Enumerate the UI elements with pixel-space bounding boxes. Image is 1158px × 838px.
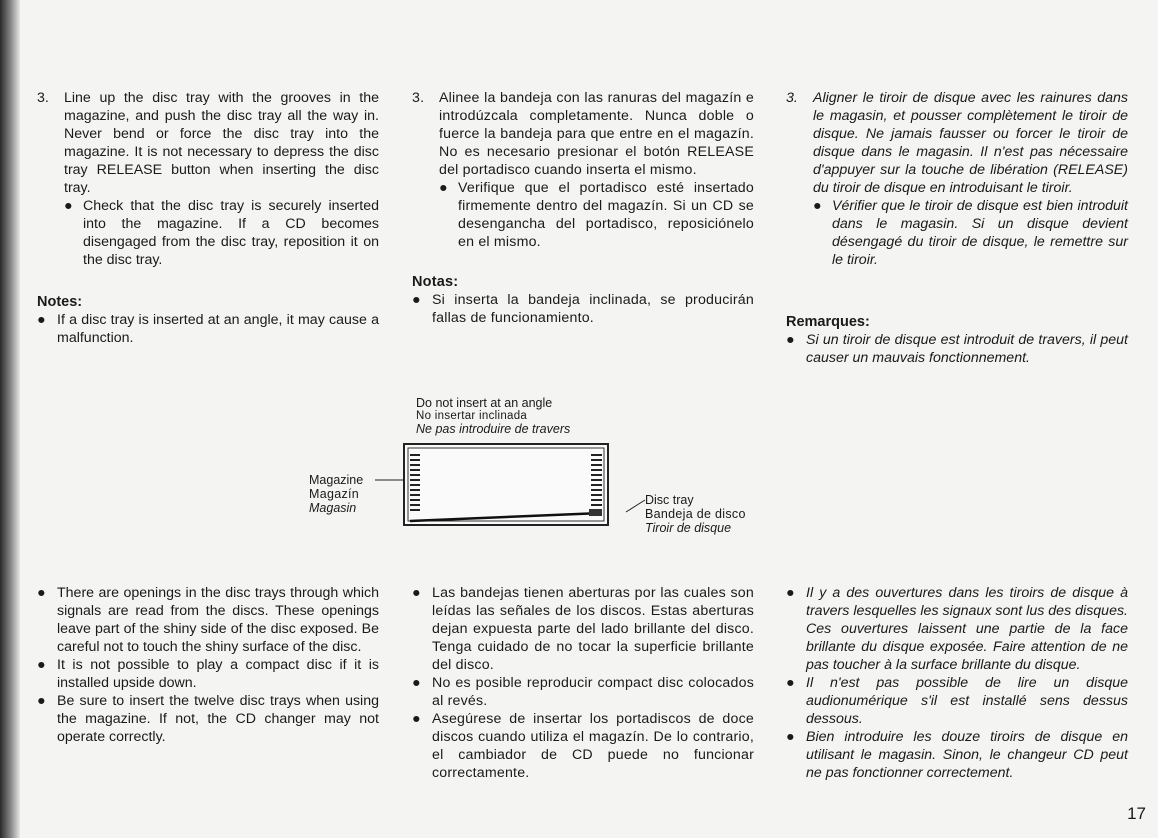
page-binding-edge — [0, 0, 20, 838]
bullet-icon: ● — [439, 180, 448, 196]
list-item: ● It is not possible to play a compact disc if it is installed upside down. — [37, 657, 379, 691]
disc-tray-label: Disc tray Bandeja de disco Tiroir de disque — [645, 493, 746, 535]
spanish-column — [412, 89, 754, 327]
bullet-icon: ● — [412, 675, 421, 691]
list-item: ● Bien introduire les douze tiroirs de disque en utilisant le magasin. Sinon, le changeur CD peut ne pas fonctionner correctement. — [786, 729, 1128, 781]
step-3-bullet-fr: ● Vérifier que le tiroir de disque est bien introduit dans le magasin. Si un disque devient désengagé du tiroir de disque, le remettre sur le tiroir. — [813, 198, 1128, 268]
list-item: ● No es posible reproducir compact disc colocados al revés. — [412, 675, 754, 709]
bullet-icon: ● — [786, 585, 795, 601]
step-3-en: 3. Line up the disc tray with the grooves in the magazine, and push the disc tray all the way in. Never bend or force the disc tray into the magazine. It is not necessary to depress the disc tray RELEASE button when inserting the disc tray. — [37, 90, 379, 196]
english-bottom-list — [37, 584, 379, 746]
bullet-icon: ● — [786, 332, 795, 348]
bullet-icon: ● — [37, 657, 46, 673]
bullet-icon: ● — [37, 693, 46, 709]
list-item: ● Be sure to insert the twelve disc trays when using the magazine. If not, the CD changer may not operate correctly. — [37, 693, 379, 745]
step-3-bullet-en: ● Check that the disc tray is securely inserted into the magazine. If a CD becomes disengaged from the disc tray, reposition it on the disc tray. — [64, 198, 379, 268]
bullet-icon: ● — [37, 585, 46, 601]
bullet-icon: ● — [786, 675, 795, 691]
step-3-text: Line up the disc tray with the grooves in the magazine, and push the disc tray all the way in. Never bend or force the disc tray into the magazine. It is not necessary to depress the disc tray RELEASE button when inserting the disc tray. — [64, 90, 379, 196]
page-number: 17 — [1127, 804, 1146, 823]
list-item: ● Il n'est pas possible de lire un disque audionumérique s'il est installé sens dessus dessous. — [786, 675, 1128, 727]
list-item: ● Las bandejas tienen aberturas por las cuales son leídas las señales de los discos. Estas aberturas dejan expuesta parte del lado brillante del disco. Tenga cuidado de no tocar la superficie brillante del disco. — [412, 585, 754, 673]
caption-en: Do not insert at an angle — [416, 396, 553, 410]
list-item: ● Asegúrese de insertar los portadiscos de doce discos cuando utiliza el magazín. De lo contrario, el cambiador de CD puede no funcionar correctamente. — [412, 711, 754, 781]
list-item: ● There are openings in the disc trays through which signals are read from the discs. These openings leave part of the shiny side of the disc exposed. Be careful not to touch the shiny surface of the disc. — [37, 585, 379, 655]
step-3-fr: 3. Aligner le tiroir de disque avec les rainures dans le magasin, et pousser complètement le tiroir de disque. Ne jamais fausser ou forcer le tiroir de disque dans le magasin. Il n'est pas nécessaire d'appuyer sur la touche de libération (RELEASE) du tiroir de disque en introduisant le tiroir. — [786, 90, 1128, 196]
note-item-fr: ● Si un tiroir de disque est introduit de travers, il peut causer un mauvais fonctionnement. — [786, 332, 1128, 366]
bullet-icon: ● — [37, 312, 46, 328]
magazine-label: Magazine Magazín Magasin — [309, 473, 364, 515]
step-3-es: 3. Alinee la bandeja con las ranuras del magazín e introdúzcala completamente. Nunca doble o fuerce la bandeja para que entre en el magazín. No es necesario presionar el botón RELEASE del portadisco cuando inserta el mismo. — [412, 90, 754, 178]
spanish-bottom-list — [412, 584, 754, 782]
bullet-icon: ● — [786, 729, 795, 745]
french-column — [786, 89, 1128, 367]
figure-angle-caption — [416, 396, 570, 436]
note-item-en: ● If a disc tray is inserted at an angle, it may cause a malfunction. — [37, 312, 379, 346]
notes-heading-fr: Remarques: — [786, 314, 870, 330]
bullet-icon: ● — [412, 711, 421, 727]
note-item-es: ● Si inserta la bandeja inclinada, se producirán fallas de funcionamiento. — [412, 292, 754, 326]
caption-es: No insertar inclinada — [416, 410, 528, 422]
english-column — [37, 89, 379, 347]
caption-fr: Ne pas introduire de travers — [416, 422, 571, 436]
magazine-diagram — [403, 443, 609, 526]
step-3-bullet-es: ● Verifique que el portadisco esté insertado firmemente dentro del magazín. Si un CD se desengancha del portadisco, reposiciónelo en el mismo. — [439, 180, 754, 250]
bullet-icon: ● — [412, 585, 421, 601]
french-bottom-list — [786, 584, 1128, 782]
list-item: ● Il y a des ouvertures dans les tiroirs de disque à travers lesquelles les signaux sont lus des disques. Ces ouvertures laissent une partie de la face brillante du disque exposée. Faire attention de ne pas toucher à la surface brillante du disque. — [786, 585, 1128, 673]
notes-heading-en: Notes: — [37, 294, 83, 310]
bullet-icon: ● — [412, 292, 421, 308]
bullet-icon: ● — [813, 198, 822, 214]
bullet-icon: ● — [64, 198, 73, 214]
notes-heading-es: Notas: — [412, 274, 459, 290]
